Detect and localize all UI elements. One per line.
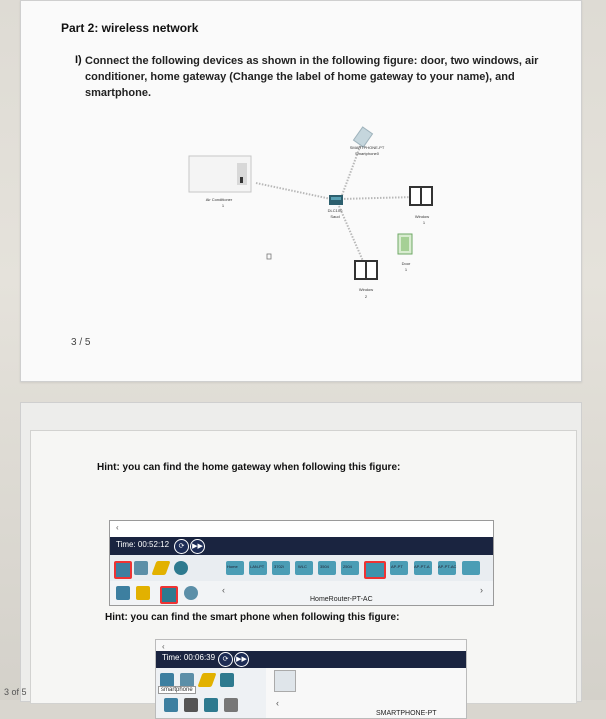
footer-text: 3 of 5 (4, 687, 27, 697)
time-display-2: Time: 00:06:39 (162, 653, 216, 662)
network-devices-icon-2[interactable] (160, 673, 174, 687)
smartphone-name: Smartphone0 (354, 151, 380, 156)
cursor-mark (267, 254, 271, 259)
device-extra-icon[interactable] (462, 561, 480, 575)
scroll-left-icon-2[interactable]: ‹ (276, 698, 279, 708)
window1-number: 1 (422, 220, 426, 225)
page-indicator: 3 / 5 (71, 337, 91, 348)
document-page-2 (20, 402, 582, 717)
tree-icon[interactable] (224, 698, 238, 712)
icon-label-wlc: WLC (298, 564, 307, 569)
icon-label-3702i: 3702i (274, 564, 284, 569)
ac-label: Air Conditioner (205, 197, 233, 202)
icon-label-2504: 2504 (343, 564, 352, 569)
air-conditioner-device (189, 156, 251, 208)
link-ac-gateway (256, 183, 331, 199)
clock-icon-2[interactable]: ⟳ (218, 652, 233, 667)
connections-icon-2[interactable] (197, 673, 216, 687)
misc-icon-2[interactable] (220, 673, 234, 687)
gateway-device (328, 195, 343, 219)
gateway-label: DLC100 (327, 208, 343, 213)
icon-label-home: Home (227, 564, 238, 569)
gateway-name: Saud (330, 214, 340, 219)
door-number: 1 (404, 267, 408, 272)
icon-label-ap-pt: AP-PT (391, 564, 403, 569)
screenshot-smartphone (155, 639, 467, 719)
link-gateway-window1 (341, 197, 414, 199)
window2-label: Window (358, 287, 374, 292)
ac-number: 1 (221, 203, 225, 208)
question-text: Connect the following devices as shown in the following figure: door, two windows, air conditioner, home gateway (Change the label of home gateway to your name), and smartphone. (85, 55, 539, 99)
misc-round-icon[interactable] (184, 586, 198, 600)
home-router-icon[interactable] (364, 561, 386, 579)
scroll-right-icon[interactable]: › (480, 585, 483, 595)
icon-label-ap-pt-ac: AP-PT-AC (438, 564, 457, 569)
hint-home-gateway: Hint: you can find the home gateway when following this figure: (97, 462, 401, 473)
clock-icon[interactable]: ⟳ (174, 539, 189, 554)
network-devices-icon[interactable] (114, 561, 132, 579)
icon-label-ap-pt-a: AP-PT-A (414, 564, 430, 569)
part-title: Part 2: wireless network (61, 21, 199, 35)
end-devices-icon[interactable] (134, 561, 148, 575)
back-chevron-icon: ‹ (116, 523, 119, 532)
smartphone-label: SMARTPHONE-PT (349, 145, 385, 150)
window2-number: 2 (364, 294, 368, 299)
router-icon[interactable] (116, 586, 130, 600)
page-2-content (30, 430, 577, 717)
fast-forward-icon-2[interactable]: ▶▶ (234, 652, 249, 667)
scroll-left-icon[interactable]: ‹ (222, 585, 225, 595)
wireless-devices-icon[interactable] (160, 586, 178, 604)
icon-label-lan: LAN-PT (250, 564, 265, 569)
door-device (398, 234, 412, 272)
time-display: Time: 00:52:12 (116, 540, 170, 549)
icon-label-3504: 3504 (320, 564, 329, 569)
device-icon-row (110, 555, 493, 581)
cable-icon[interactable] (136, 586, 150, 600)
connections-icon[interactable] (151, 561, 170, 575)
misc-icon[interactable] (174, 561, 188, 575)
door-label: Door (401, 261, 411, 266)
window1-label: Window (414, 214, 430, 219)
window1-device (410, 187, 432, 225)
document-page-1 (20, 0, 582, 382)
question-number: I) (75, 54, 82, 66)
back-chevron-icon: ‹ (162, 642, 165, 651)
smartphone-pt-caption: SMARTPHONE-PT (376, 710, 437, 717)
smartphone-tooltip: smartphone (158, 686, 196, 694)
fast-forward-icon[interactable]: ▶▶ (190, 539, 205, 554)
tablet-icon[interactable] (204, 698, 218, 712)
home-router-caption: HomeRouter-PT-AC (310, 596, 373, 603)
smartphone-device (350, 127, 385, 156)
screenshot-home-gateway (109, 520, 494, 606)
end-devices-icon-2[interactable] (180, 673, 194, 687)
hint-smartphone: Hint: you can find the smart phone when following this figure: (105, 612, 400, 623)
window2-device (355, 261, 377, 299)
footer-page-count (0, 686, 160, 700)
network-diagram (21, 1, 581, 381)
phone-icon[interactable] (184, 698, 198, 712)
smartphone-pt-icon[interactable] (274, 670, 296, 692)
device-subrow (110, 581, 493, 605)
router-icon-2[interactable] (164, 698, 178, 712)
link-gateway-window2 (339, 206, 363, 261)
